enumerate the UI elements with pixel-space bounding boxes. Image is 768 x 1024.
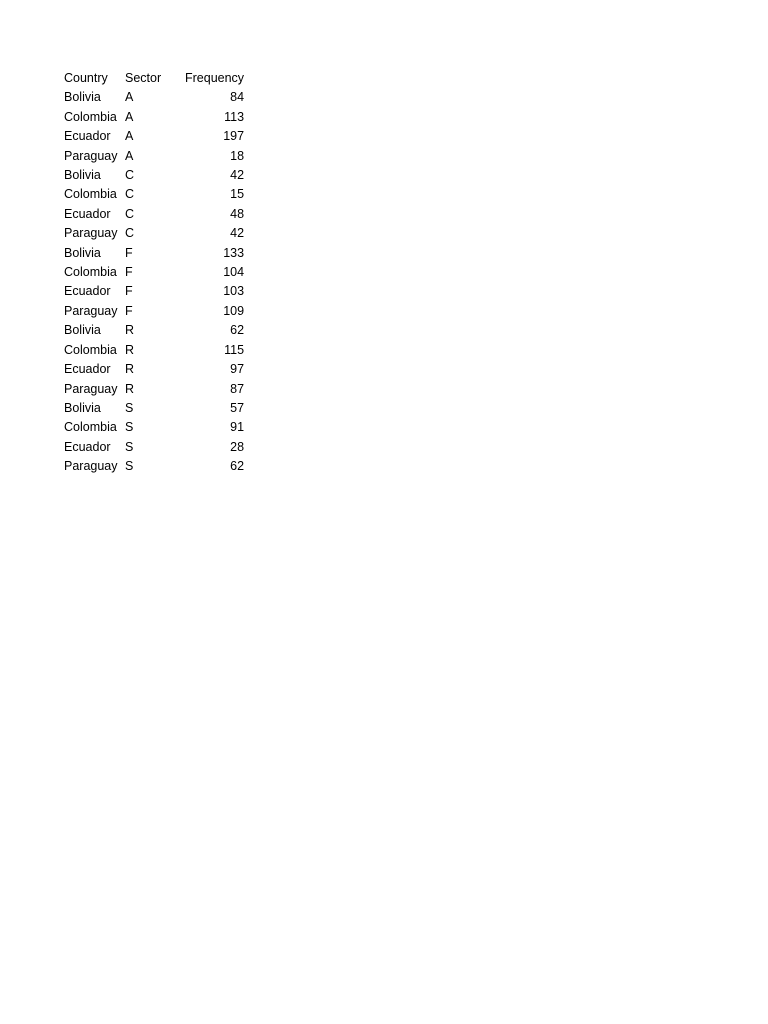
cell-country[interactable]: Paraguay xyxy=(64,303,118,318)
cell-sector[interactable]: S xyxy=(125,400,134,415)
cell-country[interactable]: Paraguay xyxy=(64,459,118,474)
cell-frequency[interactable]: 109 xyxy=(223,303,245,318)
header-frequency[interactable]: Frequency xyxy=(185,71,245,85)
cell-sector[interactable]: R xyxy=(125,362,135,377)
cell-frequency[interactable]: 104 xyxy=(223,265,245,280)
table-body xyxy=(64,88,244,476)
cell-country[interactable]: Colombia xyxy=(64,420,117,435)
cell-sector[interactable]: C xyxy=(125,168,135,183)
cell-sector[interactable]: R xyxy=(125,342,135,357)
table-row xyxy=(64,185,244,204)
cell-frequency[interactable]: 103 xyxy=(223,284,245,299)
table-row xyxy=(64,418,244,437)
cell-frequency[interactable]: 91 xyxy=(230,420,245,435)
cell-frequency[interactable]: 115 xyxy=(224,342,245,357)
cell-frequency[interactable]: 42 xyxy=(230,168,245,183)
cell-country[interactable]: Colombia xyxy=(64,342,117,357)
table-row xyxy=(64,321,244,340)
cell-sector[interactable]: C xyxy=(125,187,135,202)
cell-country[interactable]: Ecuador xyxy=(64,362,111,377)
cell-sector[interactable]: F xyxy=(125,303,133,318)
cell-country[interactable]: Ecuador xyxy=(64,439,111,454)
cell-country[interactable]: Bolivia xyxy=(64,168,101,183)
cell-sector[interactable]: F xyxy=(125,245,133,260)
table-row xyxy=(64,399,244,418)
cell-sector[interactable]: F xyxy=(125,265,133,280)
table-row xyxy=(64,341,244,360)
cell-country[interactable]: Paraguay xyxy=(64,226,118,241)
cell-country[interactable]: Colombia xyxy=(64,187,117,202)
cell-frequency[interactable]: 197 xyxy=(223,129,245,144)
table-row xyxy=(64,127,244,146)
cell-frequency[interactable]: 28 xyxy=(230,439,245,454)
cell-country[interactable]: Colombia xyxy=(64,265,117,280)
cell-frequency[interactable]: 133 xyxy=(223,245,245,260)
cell-sector[interactable]: S xyxy=(125,459,134,474)
table-row xyxy=(64,282,244,301)
table-row xyxy=(64,263,244,282)
cell-frequency[interactable]: 84 xyxy=(230,90,245,105)
table-row xyxy=(64,360,244,379)
cell-sector[interactable]: A xyxy=(125,90,134,105)
cell-frequency[interactable]: 113 xyxy=(224,109,245,124)
cell-country[interactable]: Ecuador xyxy=(64,129,111,144)
cell-sector[interactable]: A xyxy=(125,109,134,124)
table-row xyxy=(64,88,244,107)
cell-frequency[interactable]: 97 xyxy=(230,362,245,377)
cell-sector[interactable]: A xyxy=(125,129,134,144)
table-row xyxy=(64,457,244,476)
cell-sector[interactable]: R xyxy=(125,381,135,396)
table-row xyxy=(64,147,244,166)
cell-sector[interactable]: A xyxy=(125,148,134,163)
table-row xyxy=(64,166,244,185)
cell-frequency[interactable]: 62 xyxy=(230,459,245,474)
cell-frequency[interactable]: 62 xyxy=(230,323,245,338)
cell-country[interactable]: Bolivia xyxy=(64,90,101,105)
table-row xyxy=(64,224,244,243)
cell-country[interactable]: Bolivia xyxy=(64,400,101,415)
cell-frequency[interactable]: 15 xyxy=(230,187,245,202)
cell-frequency[interactable]: 18 xyxy=(230,148,245,163)
cell-country[interactable]: Bolivia xyxy=(64,323,101,338)
table-row xyxy=(64,438,244,457)
cell-sector[interactable]: S xyxy=(125,420,134,435)
header-sector[interactable]: Sector xyxy=(125,71,162,85)
cell-country[interactable]: Colombia xyxy=(64,109,117,124)
cell-frequency[interactable]: 42 xyxy=(230,226,245,241)
cell-country[interactable]: Bolivia xyxy=(64,245,101,260)
cell-sector[interactable]: F xyxy=(125,284,133,299)
cell-country[interactable]: Paraguay xyxy=(64,381,118,396)
cell-country[interactable]: Ecuador xyxy=(64,206,111,221)
cell-frequency[interactable]: 57 xyxy=(230,400,245,415)
header-row xyxy=(64,69,244,88)
cell-frequency[interactable]: 87 xyxy=(230,381,245,396)
table-row xyxy=(64,244,244,263)
cell-sector[interactable]: C xyxy=(125,206,135,221)
cell-frequency[interactable]: 48 xyxy=(230,206,245,221)
table-row xyxy=(64,205,244,224)
table-row xyxy=(64,380,244,399)
table-row xyxy=(64,302,244,321)
table-row xyxy=(64,108,244,127)
cell-sector[interactable]: R xyxy=(125,323,135,338)
header-country[interactable]: Country xyxy=(64,71,108,85)
cell-sector[interactable]: S xyxy=(125,439,134,454)
data-table xyxy=(64,69,244,477)
cell-country[interactable]: Paraguay xyxy=(64,148,118,163)
cell-sector[interactable]: C xyxy=(125,226,135,241)
cell-country[interactable]: Ecuador xyxy=(64,284,111,299)
